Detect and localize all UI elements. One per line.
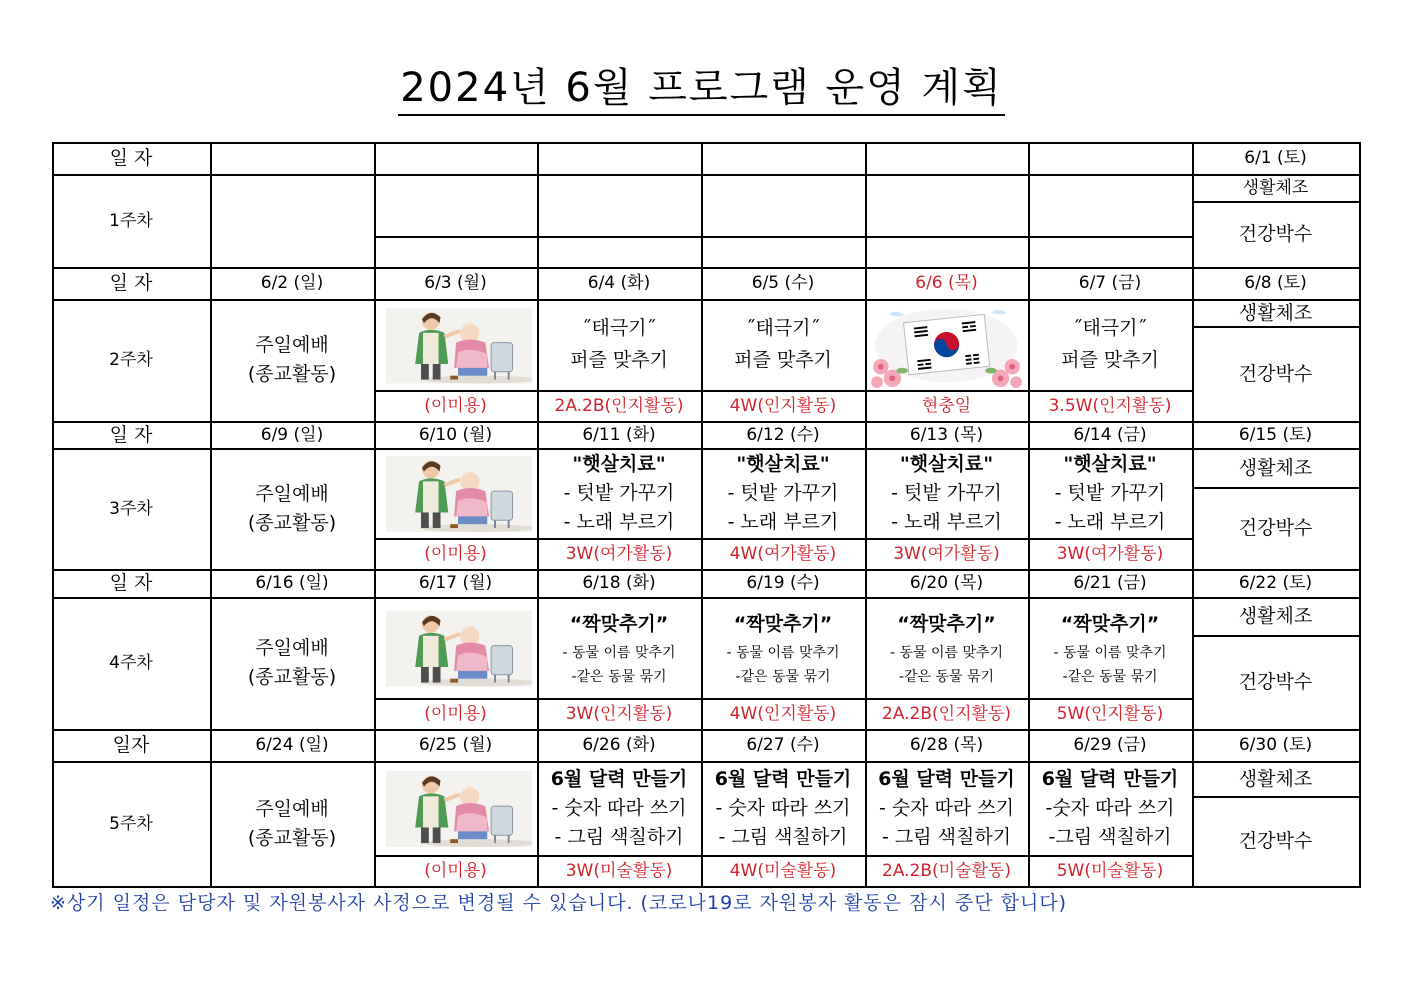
day-header: 6/25 (월) xyxy=(418,735,493,755)
sunday-worship: 주일예배 xyxy=(255,482,329,505)
footnote: ※상기 일정은 담당자 및 자원봉사자 사정으로 변경될 수 있습니다. (코로나19로 자원봉자 활동은 잠시 중단 합니다) xyxy=(50,892,1068,914)
health-clapping: 건강박수 xyxy=(1238,830,1313,852)
date-header-label: 일 자 xyxy=(109,147,153,169)
program-cell xyxy=(537,448,701,538)
program-cell xyxy=(865,597,1028,698)
program-desc-2: -그림 색칠하기 xyxy=(1048,825,1172,848)
day-header: 6/19 (수) xyxy=(746,573,820,593)
sunday-cell xyxy=(210,761,374,886)
sunday-worship-sub: (종교활동) xyxy=(247,826,337,849)
program-title: “짝맞추기” xyxy=(733,612,833,635)
page-title: 2024년 6월 프로그램 운영 계획 xyxy=(0,62,1403,116)
program-title: "햇살치료" xyxy=(736,452,830,475)
group-label: 3W(미술활동) xyxy=(565,860,673,881)
sunday-cell xyxy=(210,299,374,421)
morning-exercise: 생활체조 xyxy=(1242,177,1309,198)
program-title: 6월 달력 만들기 xyxy=(878,767,1015,790)
caregiver-haircut-illustration xyxy=(386,769,532,849)
inner-divider xyxy=(374,236,1192,238)
day-header: 6/20 (목) xyxy=(909,573,984,593)
day-header: 6/22 (토) xyxy=(1238,573,1313,593)
table-border-right xyxy=(1359,142,1361,888)
group-label: 2A.2B(미술활동) xyxy=(882,860,1011,881)
program-cell xyxy=(701,761,865,855)
day-header: 6/30 (토) xyxy=(1238,735,1313,755)
sunday-worship-sub: (종교활동) xyxy=(247,666,337,688)
program-desc-1: -숫자 따라 쓰기 xyxy=(1045,796,1175,819)
program-desc: 퍼즐 맞추기 xyxy=(734,348,832,371)
day-header: 6/10 (월) xyxy=(418,424,493,445)
program-desc: 퍼즐 맞추기 xyxy=(570,348,668,371)
program-desc-2: -같은 동물 묶기 xyxy=(1062,668,1158,685)
program-desc-1: - 텃밭 가꾸기 xyxy=(891,481,1002,504)
health-clapping: 건강박수 xyxy=(1238,671,1313,693)
program-desc-1: - 텃밭 가꾸기 xyxy=(727,481,839,504)
sunday-worship: 주일예배 xyxy=(255,637,329,659)
program-cell xyxy=(865,448,1028,538)
program-desc-2: - 그림 색칠하기 xyxy=(718,825,848,848)
program-cell xyxy=(701,597,865,698)
group-label: 3W(여가활동) xyxy=(893,543,1000,564)
group-label: 2A.2B(인지활동) xyxy=(882,703,1011,724)
day-header: 6/14 (금) xyxy=(1073,424,1147,445)
week-label: 5주차 xyxy=(109,813,153,834)
program-desc-2: - 노래 부르기 xyxy=(563,510,675,533)
day-header: 6/27 (수) xyxy=(746,735,820,755)
group-label: 4W(여가활동) xyxy=(729,543,837,564)
group-label: 4W(인지활동) xyxy=(729,395,837,416)
program-desc-1: - 동물 이름 맞추기 xyxy=(889,644,1004,661)
korean-flag-illustration xyxy=(867,303,1026,388)
program-cell xyxy=(701,305,865,382)
day-header: 6/3 (월) xyxy=(424,273,487,293)
column-divider xyxy=(374,142,376,886)
group-label: 5W(미술활동) xyxy=(1056,860,1164,881)
day-header: 6/4 (화) xyxy=(587,273,651,293)
group-label: 4W(미술활동) xyxy=(729,860,837,881)
program-desc-1: - 텃밭 가꾸기 xyxy=(563,481,675,504)
day-header: 6/18 (화) xyxy=(582,573,656,593)
date-6-1: 6/1 (토) xyxy=(1244,148,1307,168)
program-title: 6월 달력 만들기 xyxy=(714,767,852,790)
program-cell xyxy=(1028,448,1192,538)
morning-exercise: 생활체조 xyxy=(1238,456,1313,479)
week-label-1: 1주차 xyxy=(109,210,153,231)
day-header: 6/21 (금) xyxy=(1073,573,1147,593)
day-header: 6/29 (금) xyxy=(1073,735,1147,755)
program-desc-1: - 숫자 따라 쓰기 xyxy=(878,796,1015,819)
day-header: 6/28 (목) xyxy=(909,735,984,755)
program-desc-2: -같은 동물 묶기 xyxy=(735,668,831,685)
program-title: "햇살치료" xyxy=(572,452,666,475)
program-title: “짝맞추기” xyxy=(1060,612,1160,635)
caregiver-haircut-illustration xyxy=(386,456,532,532)
week-label: 4주차 xyxy=(109,653,153,673)
program-title: ˝태극기˝ xyxy=(1072,316,1148,339)
health-clapping: 건강박수 xyxy=(1238,223,1313,245)
table-border-top xyxy=(52,142,1361,144)
program-title: ˝태극기˝ xyxy=(745,316,821,339)
program-desc-1: - 동물 이름 맞추기 xyxy=(562,644,676,661)
sunday-cell xyxy=(210,597,374,729)
sunday-cell xyxy=(210,448,374,569)
health-clapping: 건강박수 xyxy=(1238,517,1313,539)
program-title: “짝맞추기” xyxy=(569,612,669,635)
program-desc-1: - 텃밭 가꾸기 xyxy=(1054,481,1166,504)
morning-exercise: 생활체조 xyxy=(1238,605,1313,627)
group-label: 4W(인지활동) xyxy=(729,703,837,724)
day-header: 6/17 (월) xyxy=(418,573,493,593)
morning-exercise: 생활체조 xyxy=(1238,301,1313,324)
group-label: 2A.2B(인지활동) xyxy=(554,395,684,416)
day-header: 6/8 (토) xyxy=(1244,273,1307,293)
group-label: 현충일 xyxy=(921,395,972,416)
program-desc: 퍼즐 맞추기 xyxy=(1061,348,1159,371)
morning-exercise: 생활체조 xyxy=(1238,767,1313,790)
haircut-label: (이미용) xyxy=(424,543,487,564)
program-title: "햇살치료" xyxy=(899,452,994,475)
program-desc-1: - 숫자 따라 쓰기 xyxy=(551,796,687,819)
program-cell xyxy=(1028,597,1192,698)
program-title: ˝태극기˝ xyxy=(581,316,657,339)
date-header-label: 일 자 xyxy=(109,423,153,446)
week-label: 3주차 xyxy=(109,498,153,519)
program-desc-2: - 노래 부르기 xyxy=(891,510,1002,533)
haircut-label: (이미용) xyxy=(424,860,487,881)
group-label: 3W(여가활동) xyxy=(565,543,673,564)
group-label: 5W(인지활동) xyxy=(1056,703,1164,724)
date-header-label: 일 자 xyxy=(109,572,153,594)
program-title: 6월 달력 만들기 xyxy=(1041,767,1179,790)
haircut-label: (이미용) xyxy=(424,703,487,724)
program-desc-1: - 동물 이름 맞추기 xyxy=(1053,644,1167,661)
haircut-label: (이미용) xyxy=(424,395,487,416)
day-header: 6/24 (일) xyxy=(255,735,329,755)
sunday-worship-sub: (종교활동) xyxy=(247,363,337,385)
program-cell xyxy=(865,761,1028,855)
day-header: 6/9 (일) xyxy=(260,424,324,445)
program-desc-1: - 동물 이름 맞추기 xyxy=(726,644,840,661)
date-header-label: 일 자 xyxy=(109,272,153,294)
program-desc-2: -같은 동물 묶기 xyxy=(571,668,667,685)
program-cell xyxy=(1028,305,1192,382)
program-desc-2: - 노래 부르기 xyxy=(727,510,839,533)
day-header: 6/16 (일) xyxy=(255,573,329,593)
day-header: 6/11 (화) xyxy=(582,424,656,445)
date-header-label: 일자 xyxy=(112,734,150,756)
day-header: 6/26 (화) xyxy=(582,735,656,755)
row-divider xyxy=(52,174,1361,176)
sunday-worship-sub: (종교활동) xyxy=(247,511,337,534)
day-header: 6/6 (목) xyxy=(915,273,978,293)
caregiver-haircut-illustration xyxy=(386,307,532,384)
program-cell xyxy=(537,597,701,698)
day-header: 6/7 (금) xyxy=(1078,273,1142,293)
day-header: 6/12 (수) xyxy=(746,424,820,445)
day-header: 6/15 (토) xyxy=(1238,424,1313,445)
sunday-worship: 주일예배 xyxy=(255,334,329,356)
program-cell xyxy=(537,761,701,855)
sunday-worship: 주일예배 xyxy=(255,797,329,820)
group-label: 3W(여가활동) xyxy=(1056,543,1164,564)
program-cell xyxy=(537,305,701,382)
program-title: "햇살치료" xyxy=(1063,452,1157,475)
caregiver-haircut-illustration xyxy=(386,605,532,692)
week-label: 2주차 xyxy=(109,350,153,370)
program-cell xyxy=(701,448,865,538)
program-desc-2: - 노래 부르기 xyxy=(1054,510,1166,533)
program-desc-2: - 그림 색칠하기 xyxy=(881,825,1012,848)
program-desc-2: - 그림 색칠하기 xyxy=(554,825,684,848)
program-desc-1: - 숫자 따라 쓰기 xyxy=(715,796,851,819)
program-title: 6월 달력 만들기 xyxy=(550,767,688,790)
day-header: 6/5 (수) xyxy=(751,273,815,293)
group-label: 3.5W(인지활동) xyxy=(1048,395,1172,416)
health-clapping: 건강박수 xyxy=(1238,362,1313,385)
program-desc-2: -같은 동물 묶기 xyxy=(898,668,995,685)
program-title: “짝맞추기” xyxy=(897,612,996,635)
program-cell xyxy=(1028,761,1192,855)
day-header: 6/13 (목) xyxy=(909,424,984,445)
group-label: 3W(인지활동) xyxy=(565,703,673,724)
day-header: 6/2 (일) xyxy=(260,273,324,293)
